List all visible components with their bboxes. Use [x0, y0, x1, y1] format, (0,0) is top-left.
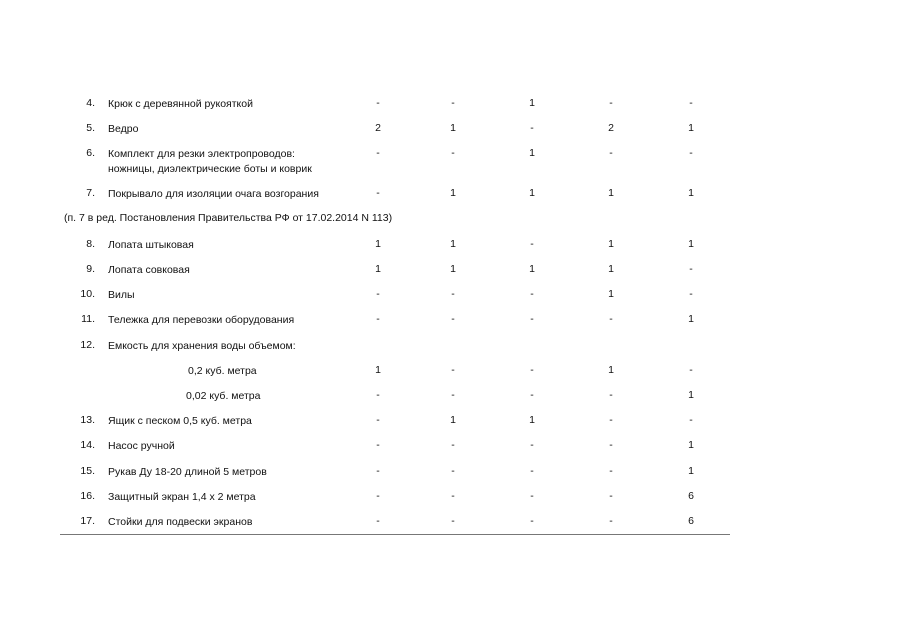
cell-value: -	[689, 414, 693, 426]
item-name: Насос ручной	[108, 440, 175, 452]
cell-value: -	[451, 490, 455, 502]
cell-value: -	[609, 490, 613, 502]
cell-value: -	[530, 439, 534, 451]
cell-value: -	[689, 288, 693, 300]
cell-value: -	[530, 465, 534, 477]
item-name: Комплект для резки электропроводов: ножницы, диэлектрические боты и коврик	[108, 148, 312, 175]
cell-value: 2	[608, 122, 614, 134]
item-name: Рукав Ду 18-20 длиной 5 метров	[108, 466, 267, 478]
cell-value: -	[609, 439, 613, 451]
cell-value: -	[376, 515, 380, 527]
table-row	[0, 465, 900, 479]
cell-value: -	[451, 439, 455, 451]
item-name: Вилы	[108, 289, 135, 301]
row-number: 12.	[80, 339, 95, 351]
row-number: 17.	[80, 515, 95, 527]
row-number: 7.	[86, 187, 95, 199]
cell-value: -	[530, 364, 534, 376]
cell-value: -	[609, 465, 613, 477]
cell-value: 1	[529, 263, 535, 275]
cell-value: -	[609, 147, 613, 159]
item-name: 0,02 куб. метра	[186, 390, 261, 402]
cell-value: 1	[450, 122, 456, 134]
row-number: 4.	[86, 97, 95, 109]
edit-note-row	[0, 212, 900, 226]
cell-value: -	[609, 515, 613, 527]
row-number: 13.	[80, 414, 95, 426]
cell-value: -	[376, 490, 380, 502]
item-name: Лопата штыковая	[108, 239, 194, 251]
table-row	[0, 263, 900, 277]
cell-value: -	[451, 515, 455, 527]
cell-value: -	[451, 313, 455, 325]
row-number: 9.	[86, 263, 95, 275]
table-row	[0, 515, 900, 529]
cell-value: 1	[608, 187, 614, 199]
cell-value: 1	[688, 465, 694, 477]
cell-value: 1	[688, 389, 694, 401]
cell-value: -	[530, 288, 534, 300]
item-name: Тележка для перевозки оборудования	[108, 314, 295, 326]
cell-value: -	[530, 490, 534, 502]
cell-value: 2	[375, 122, 381, 134]
cell-value: -	[376, 414, 380, 426]
item-name: Емкость для хранения воды объемом:	[108, 340, 296, 352]
row-number: 15.	[80, 465, 95, 477]
row-number: 11.	[81, 313, 95, 325]
item-name: Лопата совковая	[108, 264, 190, 276]
table-row	[0, 490, 900, 504]
cell-value: -	[689, 97, 693, 109]
item-name: Крюк с деревянной рукояткой	[108, 98, 253, 110]
cell-value: -	[451, 288, 455, 300]
cell-value: 1	[608, 364, 614, 376]
cell-value: -	[376, 439, 380, 451]
cell-value: 1	[450, 238, 456, 250]
cell-value: 1	[608, 238, 614, 250]
cell-value: 1	[529, 187, 535, 199]
table-row	[0, 238, 900, 252]
cell-value: -	[689, 364, 693, 376]
cell-value: -	[530, 313, 534, 325]
cell-value: -	[451, 465, 455, 477]
cell-value: -	[376, 147, 380, 159]
table-row	[0, 187, 900, 201]
cell-value: 1	[450, 187, 456, 199]
row-number: 6.	[86, 147, 95, 159]
cell-value: -	[376, 465, 380, 477]
cell-value: -	[376, 187, 380, 199]
cell-value: 1	[529, 97, 535, 109]
cell-value: 1	[450, 263, 456, 275]
cell-value: 6	[688, 490, 694, 502]
cell-value: 1	[688, 187, 694, 199]
item-name: Ящик с песком 0,5 куб. метра	[108, 415, 252, 427]
cell-value: 1	[375, 238, 381, 250]
item-name: 0,2 куб. метра	[188, 365, 257, 377]
row-number: 5.	[86, 122, 95, 134]
item-name: Защитный экран 1,4 х 2 метра	[108, 491, 256, 503]
edit-note: (п. 7 в ред. Постановления Правительства РФ от 17.02.2014 N 113)	[64, 212, 393, 224]
cell-value: 1	[688, 313, 694, 325]
cell-value: 1	[375, 364, 381, 376]
cell-value: 1	[375, 263, 381, 275]
table-row	[0, 339, 900, 353]
table-row	[0, 97, 900, 111]
item-name: Покрывало для изоляции очага возгорания	[108, 188, 319, 200]
table-row	[0, 439, 900, 453]
table-row	[0, 288, 900, 302]
cell-value: 1	[688, 122, 694, 134]
table-row	[0, 313, 900, 327]
cell-value: -	[609, 414, 613, 426]
table-subrow	[0, 364, 900, 378]
table-row	[0, 147, 900, 175]
cell-value: -	[609, 313, 613, 325]
row-number: 14.	[80, 439, 95, 451]
cell-value: 1	[450, 414, 456, 426]
cell-value: -	[376, 288, 380, 300]
row-number: 10.	[80, 288, 95, 300]
table-row	[0, 122, 900, 136]
cell-value: 1	[688, 238, 694, 250]
cell-value: -	[609, 97, 613, 109]
cell-value: -	[530, 122, 534, 134]
cell-value: -	[376, 97, 380, 109]
table-bottom-rule	[60, 534, 730, 535]
item-name: Стойки для подвески экранов	[108, 516, 253, 528]
cell-value: 1	[529, 147, 535, 159]
cell-value: -	[689, 263, 693, 275]
cell-value: -	[451, 147, 455, 159]
cell-value: -	[530, 515, 534, 527]
table-row	[0, 414, 900, 428]
row-number: 8.	[86, 238, 95, 250]
cell-value: -	[376, 313, 380, 325]
cell-value: -	[530, 238, 534, 250]
cell-value: -	[451, 97, 455, 109]
table-subrow	[0, 389, 900, 403]
cell-value: 1	[529, 414, 535, 426]
cell-value: -	[689, 147, 693, 159]
cell-value: -	[530, 389, 534, 401]
cell-value: -	[376, 389, 380, 401]
cell-value: -	[451, 389, 455, 401]
cell-value: 6	[688, 515, 694, 527]
cell-value: 1	[608, 288, 614, 300]
cell-value: 1	[688, 439, 694, 451]
item-name: Ведро	[108, 123, 139, 135]
cell-value: -	[609, 389, 613, 401]
cell-value: -	[451, 364, 455, 376]
cell-value: 1	[608, 263, 614, 275]
row-number: 16.	[80, 490, 95, 502]
